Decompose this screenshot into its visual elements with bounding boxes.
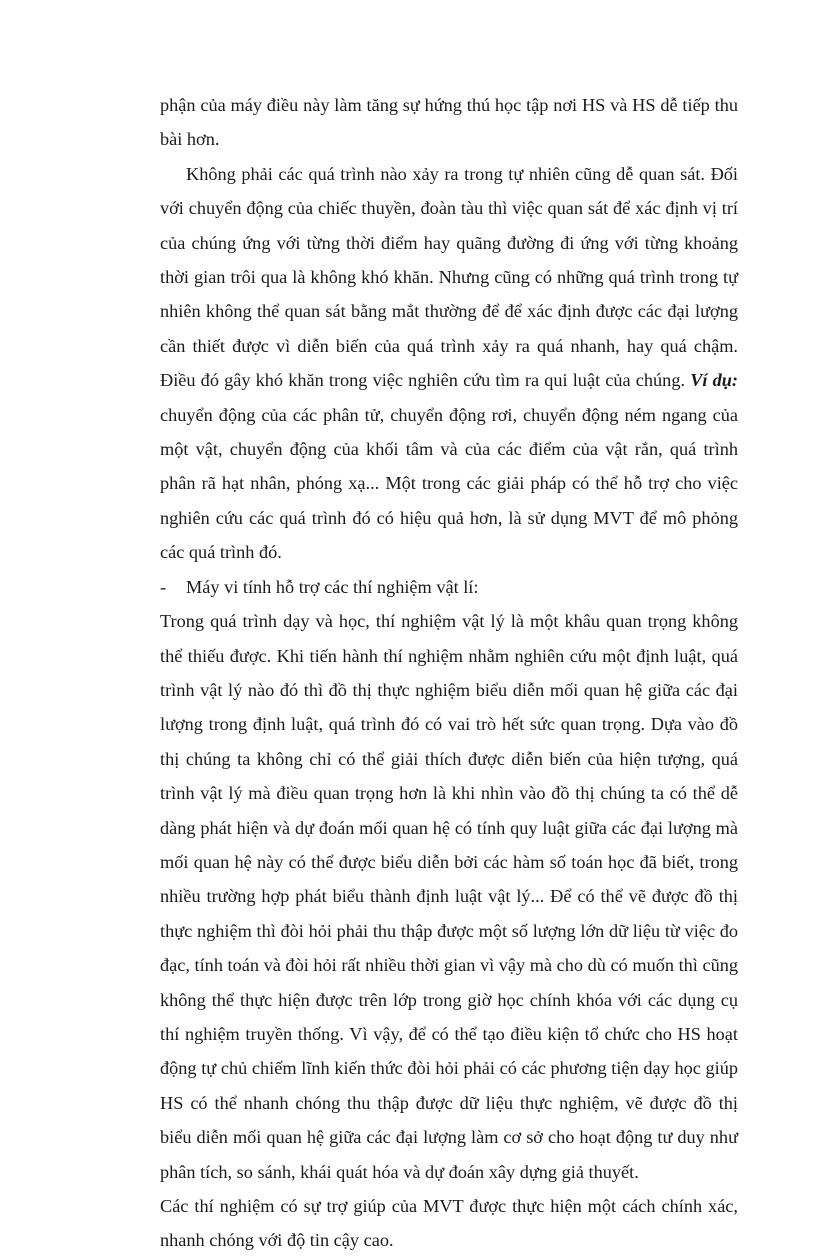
example-label: Ví dụ: (690, 370, 738, 391)
paragraph-continuation: phận của máy điều này làm tăng sự hứng thú học tập nơi HS và HS dễ tiếp thu bài hơn. (160, 95, 738, 150)
document-body (160, 88, 738, 1258)
paragraph-observation-text-1: Không phải các quá trình nào xảy ra trong tự nhiên cũng dễ quan sát. Đối với chuyển động của chiếc thuyền, đoàn tàu thì việc quan sát để xác định vị trí của chúng ứng với từng thời điểm hay quãng đường đi ứng với từng khoảng thời gian trôi qua là không khó khăn. Nhưng cũng có những quá trình trong tự nhiên không thể quan sát bằng mắt thường để để xác định được các đại lượng cần thiết được vì diễn biến của quá trình xảy ra quá nhanh, hay quá chậm. Điều đó gây khó khăn trong việc nghiên cứu tìm ra qui luật của chúng. (160, 163, 738, 391)
bullet-text: Máy vi tính hỗ trợ các thí nghiệm vật lí: (186, 576, 479, 597)
paragraph-observation-text-2: chuyển động của các phân tử, chuyển động rơi, chuyển động ném ngang của một vật, chuyển động của khối tâm và của các điểm của vật rắn, quá trình phân rã hạt nhân, phóng xạ... Một trong các giải pháp có thể hỗ trợ cho việc nghiên cứu các quá trình đó có hiệu quả hơn, là sử dụng MVT để mô phỏng các quá trình đó. (160, 404, 738, 563)
paragraph-observation (160, 157, 738, 570)
paragraph-conclusion: Các thí nghiệm có sự trợ giúp của MVT được thực hiện một cách chính xác, nhanh chóng với độ tin cậy cao. (160, 1196, 738, 1251)
bullet-dash: - (160, 576, 167, 597)
paragraph-experiments: Trong quá trình dạy và học, thí nghiệm vật lý là một khâu quan trọng không thể thiếu được. Khi tiến hành thí nghiệm nhằm nghiên cứu một định luật, quá trình vật lý nào đó thì đồ thị thực nghiệm biểu diễn mối quan hệ giữa các đại lượng trong định luật, quá trình đó có vai trò hết sức quan trọng. Dựa vào đồ thị chúng ta không chỉ có thể giải thích được diễn biến của hiện tượng, quá trình vật lý mà điều quan trọng hơn là khi nhìn vào đồ thị chúng ta có thể dễ dàng phát hiện và dự đoán mối quan hệ có tính quy luật giữa các đại lượng mà mối quan hệ này có thể được biểu diễn bởi các hàm số toán học đã biết, trong nhiều trường hợp phát biểu thành định luật vật lý... Để có thể vẽ được đồ thị thực nghiệm thì đòi hỏi phải thu thập được một số lượng lớn dữ liệu từ việc đo đạc, tính toán và đòi hỏi rất nhiều thời gian vì vậy mà cho dù có muốn thì cũng không thể thực hiện được trên lớp trong giờ học chính khóa với các dụng cụ thí nghiệm truyền thống. Vì vậy, để có thể tạo điều kiện tổ chức cho HS hoạt động tự chủ chiếm lĩnh kiến thức đòi hỏi phải có các phương tiện dạy học giúp HS có thể nhanh chóng thu thập được dữ liệu thực nghiệm, vẽ được đồ thị biểu diễn mối quan hệ giữa các đại lượng làm cơ sở cho hoạt động tư duy như phân tích, so sánh, khái quát hóa và dự đoán xây dựng giả thuyết. (160, 611, 738, 1182)
bullet-item (160, 570, 738, 604)
